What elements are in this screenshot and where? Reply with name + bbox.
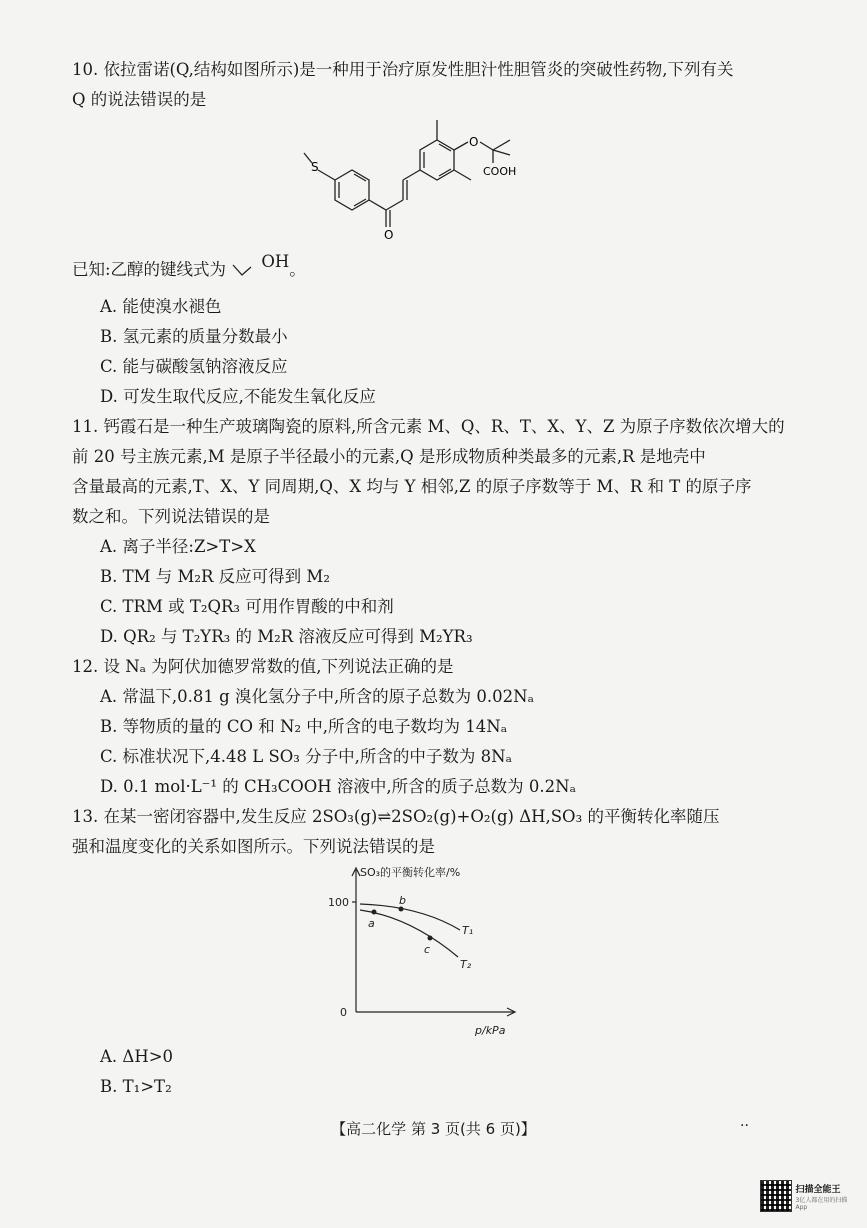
label-c: c	[424, 943, 431, 956]
q10-stem-line2: Q 的说法错误的是	[72, 90, 207, 109]
left-benzene-ring	[335, 170, 369, 210]
q10-known-prefix: 已知:乙醇的键线式为	[72, 260, 227, 279]
q10-known-oh: OH	[261, 252, 290, 271]
cooh-label: COOH	[483, 165, 517, 178]
q12-stem: 12. 设 Nₐ 为阿伏加德罗常数的值,下列说法正确的是	[72, 657, 454, 676]
ether-oxygen-label: O	[469, 135, 479, 149]
qr-code-icon	[760, 1180, 792, 1212]
q11-stem-line4: 数之和。下列说法错误的是	[72, 507, 270, 526]
q11-option-c: C. TRM 或 T₂QR₃ 可用作胃酸的中和剂	[100, 597, 394, 616]
q11-stem-line1: 11. 钙霞石是一种生产玻璃陶瓷的原料,所含元素 M、Q、R、T、X、Y、Z 为原子序数依次增大的	[72, 417, 785, 436]
chart-ylabel: SO₃的平衡转化率/%	[360, 866, 461, 879]
q13-option-a: A. ΔH>0	[100, 1047, 174, 1066]
q12-option-d: D. 0.1 mol·L⁻¹ 的 CH₃COOH 溶液中,所含的质子总数为 0.2Nₐ	[100, 777, 576, 796]
q11-stem-line3: 含量最高的元素,T、X、Y 同周期,Q、X 均与 Y 相邻,Z 的原子序数等于 M、R 和 T 的原子序	[72, 477, 752, 496]
label-b: b	[399, 894, 406, 907]
chart-origin: 0	[340, 1006, 347, 1019]
point-a	[372, 910, 377, 915]
q10-stem-line1: 10. 依拉雷诺(Q,结构如图所示)是一种用于治疗原发性胆汁性胆管炎的突破性药物,下列有关	[72, 60, 734, 79]
q12-option-a: A. 常温下,0.81 g 溴化氢分子中,所含的原子总数为 0.02Nₐ	[100, 687, 534, 706]
point-c	[428, 936, 433, 941]
q10-option-d: D. 可发生取代反应,不能发生氧化反应	[100, 387, 376, 406]
right-benzene-ring	[420, 140, 454, 180]
q12-option-b: B. 等物质的量的 CO 和 N₂ 中,所含的电子数均为 14Nₐ	[100, 717, 508, 736]
point-b	[399, 907, 404, 912]
scanner-subtitle: 3亿人都在用的扫描App	[795, 1196, 848, 1211]
q10-known-note	[72, 252, 772, 282]
carbonyl-oxygen-label: O	[384, 228, 394, 242]
q13-stem-line2: 强和温度变化的关系如图所示。下列说法错误的是	[72, 837, 435, 856]
q13-conversion-chart	[320, 862, 520, 1042]
scanner-text	[796, 1182, 859, 1211]
chart-y100: 100	[328, 896, 349, 909]
ethanol-skeletal-icon	[231, 261, 261, 279]
q11-option-b: B. TM 与 M₂R 反应可得到 M₂	[100, 567, 330, 586]
q12-option-c: C. 标准状况下,4.48 L SO₃ 分子中,所含的中子数为 8Nₐ	[100, 747, 512, 766]
q10-structure-diagram	[290, 115, 550, 245]
q13-stem-line1: 13. 在某一密闭容器中,发生反应 2SO₃(g)⇌2SO₂(g)+O₂(g) ΔH,SO₃ 的平衡转化率随压	[72, 807, 720, 826]
q11-option-a: A. 离子半径:Z>T>X	[100, 537, 256, 556]
label-a: a	[368, 917, 375, 930]
q11-stem-line2: 前 20 号主族元素,M 是原子半径最小的元素,Q 是形成物质种类最多的元素,R 是地壳中	[72, 447, 706, 466]
q11-option-d: D. QR₂ 与 T₂YR₃ 的 M₂R 溶液反应可得到 M₂YR₃	[100, 627, 473, 646]
scanner-title: 扫描全能王	[795, 1184, 841, 1195]
scanner-watermark	[760, 1176, 858, 1216]
q10-option-b: B. 氢元素的质量分数最小	[100, 327, 288, 346]
q10-known-suffix: 。	[289, 260, 306, 279]
q10-option-c: C. 能与碳酸氢钠溶液反应	[100, 357, 288, 376]
label-t2: T₂	[460, 958, 472, 971]
footer-dots: ··	[740, 1118, 749, 1134]
page-footer: 【高二化学 第 3 页(共 6 页)】	[331, 1120, 536, 1138]
sulfur-label: S	[311, 160, 319, 174]
q13-option-b: B. T₁>T₂	[100, 1077, 172, 1096]
q10-option-a: A. 能使溴水褪色	[100, 297, 222, 316]
label-t1: T₁	[462, 924, 474, 937]
chart-xlabel: p/kPa	[475, 1024, 506, 1037]
